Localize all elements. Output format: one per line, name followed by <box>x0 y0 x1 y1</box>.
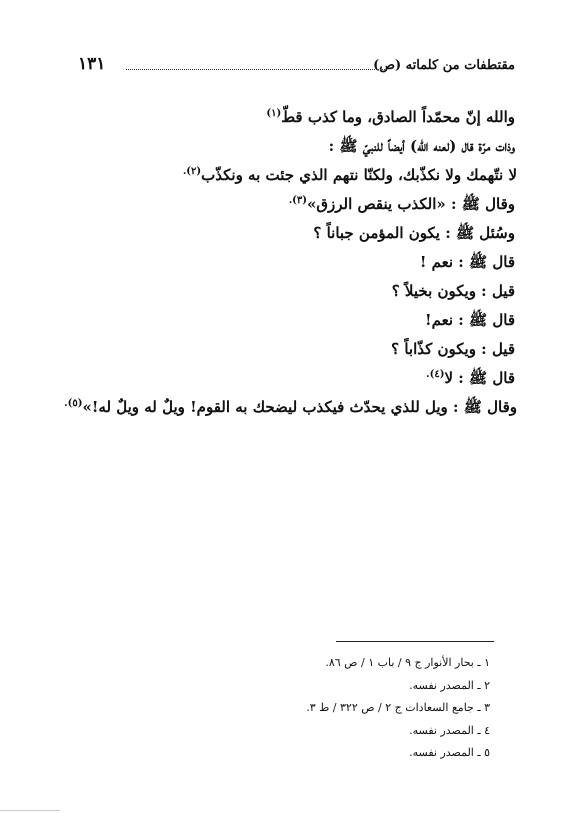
footnote-ref: (٤). <box>426 369 445 380</box>
footnote-item: ٥ ـ المصدر نفسه. <box>409 746 490 759</box>
text-line: وقال ﷺ : «الكذب ينقص الرزق»$^{(٣).}$ <box>288 195 515 213</box>
footnote-divider <box>336 641 494 642</box>
text-line: وقال ﷺ : ويل للذي يحدّث فيكذب ليضحك به القوم! ويلٌ له ويلٌ له!»$^{(٥).}$ <box>64 398 517 416</box>
text-line: لا نتّهمك ولا نكذّبك، ولكنّا نتهم الذي جئت به ونكذّب$^{(٢).}$ <box>182 166 517 184</box>
text-line: والله إنّ محمّداً الصادق، وما كذب قطّ$^{(١)}$ <box>266 108 515 126</box>
page-number: ١٣١ <box>78 54 106 74</box>
footnote-ref: (٢). <box>182 166 202 177</box>
body-text <box>55 103 515 422</box>
footnote-ref: (٣). <box>288 195 308 206</box>
footnotes <box>190 652 490 765</box>
page-header <box>78 54 515 80</box>
text-line: وذات مرّة قال (لعنه الله) أيضاً للنبيّ ﷺ : <box>328 137 515 155</box>
scan-edge-mark <box>0 810 60 811</box>
text-line: قال ﷺ : لا$^{(٤).}$ <box>426 369 515 387</box>
footnote-ref: (٥). <box>64 398 83 409</box>
footnote-item: ١ ـ بحار الأنوار ج ٩ / باب ١ / ص ٨٦. <box>325 656 490 669</box>
text-line: وسُئل ﷺ : يكون المؤمن جباناً ؟ <box>313 224 515 242</box>
footnote-item: ٣ ـ جامع السعادات ج ٢ / ص ٣٢٢ / ط ٣. <box>306 701 490 714</box>
text-line: قال ﷺ : نعم! <box>425 311 515 329</box>
text-line: قال ﷺ : نعم ! <box>419 253 515 271</box>
running-title: مقتطفات من كلماته (ص) <box>373 58 515 73</box>
dotted-leader <box>126 69 385 70</box>
footnote-item: ٢ ـ المصدر نفسه. <box>409 678 490 692</box>
footnote-ref: (١) <box>266 108 282 119</box>
text-line: قيل : ويكون كذّاباً ؟ <box>391 340 515 358</box>
footnote-item: ٤ ـ المصدر نفسه. <box>409 723 490 737</box>
text-line: قيل : ويكون بخيلاً ؟ <box>391 282 515 300</box>
